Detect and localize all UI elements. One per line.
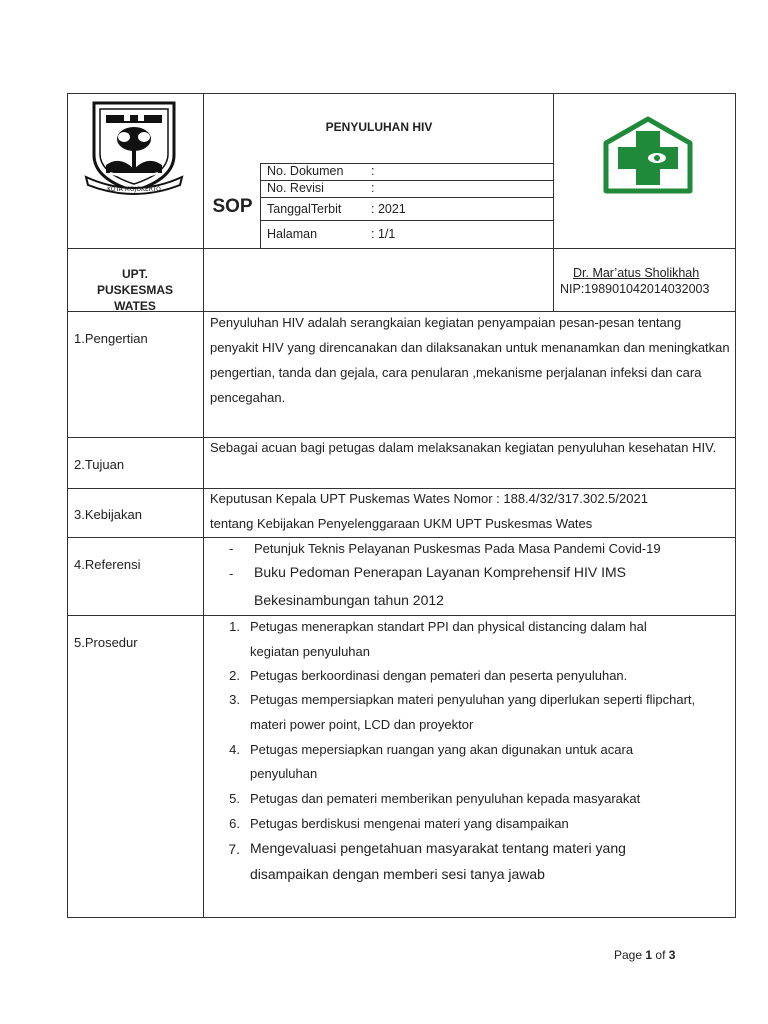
footer-total-pages: 3 [668, 948, 676, 962]
meta-label-halaman: Halaman [267, 227, 318, 241]
section-text-kebijakan-line-2: tentang Kebijakan Penyelenggaraan UKM UPT Puskesmas Wates [210, 516, 593, 531]
footer-current-page: 1 [645, 948, 653, 962]
org-line-1: UPT. [121, 267, 148, 281]
referensi-dash-2: - [229, 566, 234, 581]
section-label-pengertian: 1.Pengertian [74, 331, 148, 346]
meta-value-no-revisi: : [371, 181, 375, 195]
meta-value-no-dokumen: : [371, 164, 375, 178]
page-footer [614, 948, 675, 962]
meta-label-tanggal-terbit: TanggalTerbit [267, 202, 342, 216]
prosedur-number-2: 2. [229, 668, 240, 683]
row-line-kebijakan [67, 537, 736, 538]
prosedur-item-3-line-1: Petugas mempersiapkan materi penyuluhan yang diperlukan seperti flipchart, [250, 692, 696, 707]
org-line-3: WATES [114, 299, 156, 313]
signer-name: Dr. Mar’atus Sholikhah [573, 266, 700, 280]
referensi-item-1: Petunjuk Teknis Pelayanan Puskesmas Pada Masa Pandemi Covid-19 [254, 541, 661, 556]
prosedur-item-1-line-1: Petugas menerapkan standart PPI dan physical distancing dalam hal [250, 619, 647, 634]
org-line-2: PUSKESMAS [96, 283, 173, 297]
puskesmas-cross-logo-icon [600, 113, 696, 199]
prosedur-number-4: 4. [229, 742, 240, 757]
kota-mojokerto-crest-icon [84, 99, 184, 199]
row-line-tujuan [67, 488, 736, 489]
prosedur-item-2-line-1: Petugas berkoordinasi dengan pemateri dan peserta penyuluhan. [250, 668, 628, 683]
meta-line-4 [260, 220, 553, 221]
prosedur-item-1-line-2: kegiatan penyuluhan [250, 644, 370, 659]
prosedur-item-7-line-1: Mengevaluasi pengetahuan masyarakat tentang materi yang [250, 840, 626, 856]
section-label-kebijakan: 3.Kebijakan [74, 507, 142, 522]
prosedur-item-3-line-2: materi power point, LCD dan proyektor [250, 717, 474, 732]
meta-value-halaman: : 1/1 [371, 227, 396, 241]
signer-nip: NIP:198901042014032003 [560, 282, 710, 296]
prosedur-number-5: 5. [229, 791, 240, 806]
row-line-header [67, 248, 736, 249]
prosedur-number-3: 3. [229, 692, 240, 707]
column-divider-left [203, 93, 204, 918]
row-line-referensi [67, 615, 736, 616]
prosedur-item-5-line-1: Petugas dan pemateri memberikan penyuluhan kepada masyarakat [250, 791, 641, 806]
meta-divider [260, 163, 261, 248]
section-label-prosedur: 5.Prosedur [74, 635, 138, 650]
prosedur-item-7-line-2: disampaikan dengan memberi sesi tanya jawab [250, 866, 545, 882]
column-divider-right [553, 93, 554, 311]
svg-text:KOTA MOJOKERTO: KOTA MOJOKERTO [107, 186, 161, 193]
section-text-pengertian: Penyuluhan HIV adalah serangkaian kegiatan penyampaian pesan-pesan tentang penyakit HIV yang direncanakan dan dilaksanakan untuk menanamkan dan meningkatkan pengertian, tanda dan gejala, cara penularan ,mekanisme perjalanan infeksi dan cara pencegahan. [210, 315, 730, 405]
prosedur-number-7: 7. [228, 841, 240, 857]
footer-of-word: of [655, 948, 666, 962]
section-text-kebijakan-line-1: Keputusan Kepala UPT Puskemas Wates Nomor : 188.4/32/317.302.5/2021 [210, 491, 648, 506]
sop-label: SOP [212, 196, 253, 217]
prosedur-number-6: 6. [229, 816, 240, 831]
prosedur-number-1: 1. [229, 619, 240, 634]
meta-label-no-dokumen: No. Dokumen [267, 164, 344, 178]
section-label-tujuan: 2.Tujuan [74, 457, 125, 472]
footer-page-word: Page [614, 948, 643, 962]
section-text-tujuan: Sebagai acuan bagi petugas dalam melaksanakan kegiatan penyuluhan kesehatan HIV. [210, 440, 717, 455]
document-title: PENYULUHAN HIV [325, 120, 433, 134]
section-label-referensi: 4.Referensi [74, 557, 141, 572]
meta-label-no-revisi: No. Revisi [267, 181, 324, 195]
prosedur-item-4-line-2: penyuluhan [250, 766, 318, 781]
prosedur-item-6-line-1: Petugas berdiskusi mengenai materi yang disampaikan [250, 816, 569, 831]
referensi-item-2-cont: Bekesinambungan tahun 2012 [254, 592, 444, 608]
meta-line-3 [260, 197, 553, 198]
meta-value-tanggal-terbit: : 2021 [371, 202, 406, 216]
prosedur-item-4-line-1: Petugas mepersiapkan ruangan yang akan digunakan untuk acara [250, 742, 634, 757]
referensi-item-2: Buku Pedoman Penerapan Layanan Komprehensif HIV IMS [254, 564, 627, 580]
referensi-dash-1: - [229, 541, 234, 556]
